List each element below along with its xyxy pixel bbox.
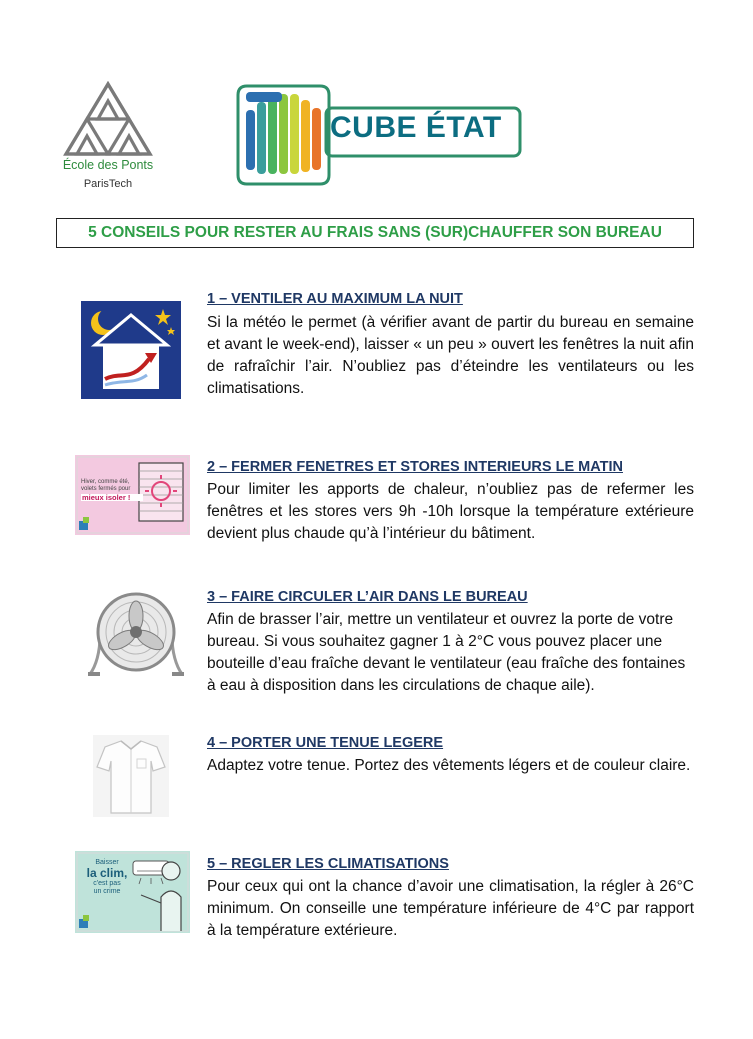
tip-2-body: Pour limiter les apports de chaleur, n’oubliez pas de refermer les fenêtres et les stores vers 9h -10h lorsque la température extérieure devient plus chaude qu’à l’intérieur du bâtiment. <box>207 481 694 542</box>
tip-4-title: 4 – PORTER UNE TENUE LEGERE <box>207 735 444 751</box>
cube-etat-logo <box>232 80 527 190</box>
tip-5-title: 5 – REGLER LES CLIMATISATIONS <box>207 856 449 872</box>
poster-5-line3: c'est pas <box>93 880 121 887</box>
poster-5-line4: un crime <box>93 888 121 895</box>
poster-2-line3: mieux isoler ! <box>81 494 143 501</box>
tip-5-body: Pour ceux qui ont la chance d’avoir une climatisation, la régler à 26°C minimum. On conseille une température inférieure de 4°C par rapport à la température extérieure. <box>207 878 694 939</box>
poster-5-line2: la clim, <box>86 866 128 880</box>
school-name: École des Ponts <box>62 158 154 172</box>
poster-5-line1: Baisser <box>95 859 119 866</box>
poster-2-line2: volets fermés pour <box>81 486 131 492</box>
program-name: CUBE ÉTAT <box>330 111 502 144</box>
tip-4-body: Adaptez votre tenue. Portez des vêtements légers et de couleur claire. <box>207 757 691 774</box>
tip-1-title: 1 – VENTILER AU MAXIMUM LA NUIT <box>207 291 463 307</box>
fan-icon <box>86 592 186 680</box>
tip-2-title: 2 – FERMER FENETRES ET STORES INTERIEURS LE MATIN <box>207 459 623 475</box>
ecole-des-ponts-logo <box>58 80 158 195</box>
poster-2-line1: Hiver, comme été, <box>81 479 130 485</box>
triangle-logo-icon <box>58 80 158 158</box>
window-sun-icon <box>75 455 190 535</box>
air-conditioner-icon <box>75 851 190 933</box>
page-title-box <box>56 218 694 248</box>
school-subname: ParisTech <box>83 178 133 190</box>
page-title: 5 CONSEILS POUR RESTER AU FRAIS SANS (SUR)CHAUFFER SON BUREAU <box>88 224 662 241</box>
house-night-icon <box>81 301 181 399</box>
tip-3-title: 3 – FAIRE CIRCULER L’AIR DANS LE BUREAU <box>207 589 528 605</box>
tip-3-body: Afin de brasser l’air, mettre un ventilateur et ouvrez la porte de votre bureau. Si vous souhaitez gagner 1 à 2°C vous pouvez placer une bouteille d’eau fraîche devant le ventilateur (eau fraîche des fontaines à eau à disposition dans les circulations de chaque aile). <box>207 611 686 694</box>
shirt-icon <box>93 735 169 817</box>
tip-1-body: Si la météo le permet (à vérifier avant de partir du bureau en semaine et avant le week-end), laisser « un peu » ouvert les fenêtres la nuit afin de rafraîchir l’air. N’oubliez pas d’éteindre les ventilateurs ou les climatisations. <box>207 314 694 397</box>
